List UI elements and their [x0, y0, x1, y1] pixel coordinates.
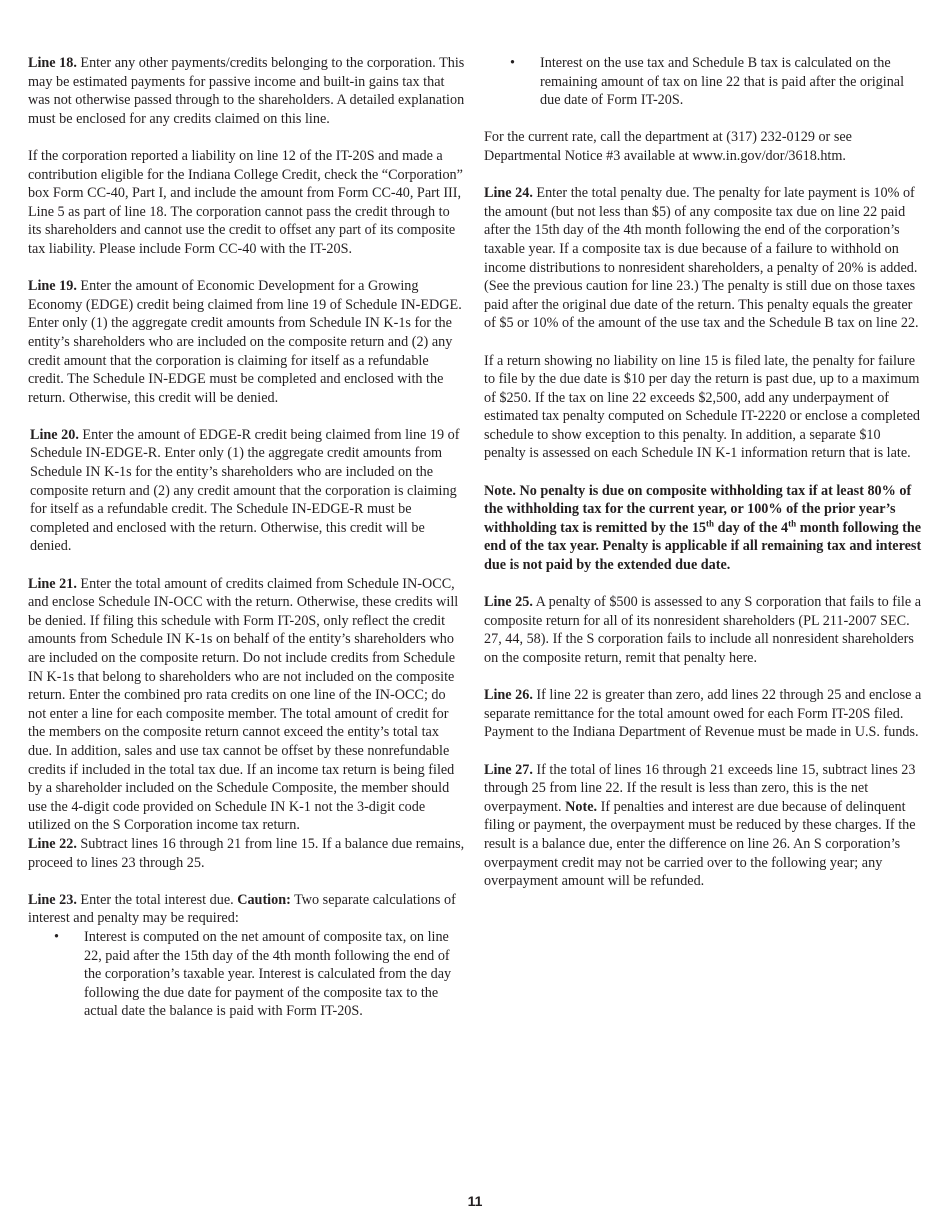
- line-18-paragraph: [28, 54, 466, 128]
- line-21-paragraph: [28, 575, 466, 835]
- line-24-paragraph: [484, 184, 924, 333]
- line-27-text-b: If penalties and interest are due because of delinquent filing or payment, the overpayment must be reduced by these charges. If the result is a balance due, enter the difference on line 26. An S corporation’s overpayment credit may not be carried over to the following year; any overpayment amount will be refunded.: [484, 798, 916, 890]
- line-19-paragraph: [28, 277, 466, 407]
- line-26-text: If line 22 is greater than zero, add lines 22 through 25 and enclose a separate remittance for the total amount owed for each Form IT-20S filed. Payment to the Indiana Department of Revenue must be made in U.S. funds.: [484, 687, 922, 741]
- line-23-label: Line 23.: [28, 891, 77, 908]
- note-text-c: month following the end of the tax year. Penalty is applicable if all remaining tax and interest due is not paid by the extended due date.: [484, 519, 922, 574]
- interest-bullet-list-continued: [484, 54, 924, 110]
- late-return-paragraph: If a return showing no liability on line 15 is filed late, the penalty for failure to file by the due date is $10 per day the return is past due, up to a maximum of $250. If the tax on line 22 exceeds $2,500, add any underpayment of estimated tax penalty computed on Schedule IT-2220 or enclose a completed schedule to show exception to this penalty. In addition, a separate $10 penalty is assessed on each Schedule IN K-1 information return that is late.: [484, 352, 921, 462]
- line-18-text: Enter any other payments/credits belonging to the corporation. This may be estimated payments for passive income and built-in gains tax that was not otherwise passed through to the shareholders. A detailed explanation must be enclosed for any credits claimed on this line.: [28, 55, 465, 127]
- line-22-text: Subtract lines 16 through 21 from line 15. If a balance due remains, proceed to lines 23 through 25.: [28, 835, 465, 871]
- list-item: [484, 54, 924, 110]
- line-20-paragraph: [28, 426, 466, 556]
- page-number: 11: [467, 1193, 483, 1209]
- line-21-label: Line 21.: [28, 575, 77, 592]
- line-27-paragraph: [484, 761, 924, 891]
- line-22-label: Line 22.: [28, 835, 77, 852]
- note-text-b: day of the 4: [714, 519, 789, 536]
- line-21-text: Enter the total amount of credits claimed from Schedule IN-OCC, and enclose Schedule IN-OCC with the return. Otherwise, these credits will be denied. If filing this schedule with Form IT-20S, only reflect the credit amounts from Schedule IN K-1s on behalf of the entity’s shareholders who are included on the composite return. Do not include credits from Schedule IN K-1s that belong to shareholders who are not included on the composite return. Enter the combined pro rata credits on one line of the IN-OCC; do not enter a line for each composite member. The total amount of credit for the members on the composite return cannot exceed the entity’s total tax due. In addition, sales and use tax cannot be offset by these nonrefundable credits if included in the total tax due. If an income tax return is being filed by a shareholder included on the Schedule Composite, the member should use the 4-digit code provided on Schedule IN K-1 not the 3-digit code utilized on the S Corporation income tax return.: [28, 575, 459, 834]
- line-19-text: Enter the amount of Economic Development for a Growing Economy (EDGE) credit being claimed from line 19 of Schedule IN-EDGE. Enter only (1) the aggregate credit amounts from Schedule IN K-1s for the entity’s shareholders who are included on the composite return and (2) any credit amount that the corporation is claiming for itself as a refundable credit. The Schedule IN-EDGE must be completed and enclosed with the return. Otherwise, this credit will be denied.: [28, 278, 462, 406]
- line-24-label: Line 24.: [484, 185, 533, 202]
- current-rate-paragraph: For the current rate, call the department at (317) 232-0129 or see Departmental Notice #3 available at www.in.gov/dor/3618.htm.: [484, 129, 852, 164]
- line-27-note-label: Note.: [565, 798, 598, 815]
- bullet-text-use-tax: Interest on the use tax and Schedule B tax is calculated on the remaining amount of tax on line 22 that is paid after the original due date of Form IT-20S.: [540, 55, 905, 109]
- note-text-a: Note. No penalty is due on composite withholding tax if at least 80% of the withholding tax for the current year, or 100% of the prior year’s withholding tax is remitted by the 15: [484, 482, 912, 536]
- list-item: [28, 928, 466, 1021]
- line-20-label: Line 20.: [30, 426, 79, 443]
- line-23-text-a: Enter the total interest due.: [76, 891, 238, 908]
- line-24-text: Enter the total penalty due. The penalty for late payment is 10% of the amount (but not less than $5) of any composite tax due on line 22 paid after the 15th day of the 4th month following the end of the corporation’s taxable year. If a composite tax is due because of a failure to withhold on income distributions to nonresident shareholders, a penalty of 20% is added. (See the previous caution for line 23.) The penalty is still due on those taxes paid after the original due date of the return. This penalty equals the greater of $5 or 10% of the amount of the use tax and the Schedule B tax on line 22.: [484, 185, 919, 332]
- note-superscript-2: th: [788, 518, 797, 529]
- line-18-label: Line 18.: [28, 55, 77, 71]
- line-26-label: Line 26.: [484, 687, 533, 704]
- line-25-text: A penalty of $500 is assessed to any S corporation that fails to file a composite return for all of its nonresident shareholders (PL 211-2007 SEC. 27, 44, 58). If the S corporation fails to include all nonresident shareholders on the composite return, remit that penalty here.: [484, 594, 921, 666]
- left-column: [28, 54, 466, 1021]
- bullet-icon: •: [54, 928, 59, 945]
- college-credit-paragraph: If the corporation reported a liability on line 12 of the IT-20S and made a contribution eligible for the Indiana College Credit, check the “Corporation” box Form CC-40, Part I, and include the amount from Form CC-40, Part III, Line 5 as part of line 18. The corporation cannot pass the credit through to its shareholders and cannot use the credit to offset any part of its composite tax liability. Please include Form CC-40 with the IT-20S.: [28, 147, 463, 257]
- line-25-paragraph: [484, 593, 924, 667]
- line-27-label: Line 27.: [484, 761, 533, 778]
- line-26-paragraph: [484, 686, 924, 742]
- line-20-text: Enter the amount of EDGE-R credit being claimed from line 19 of Schedule IN-EDGE-R. Enter only (1) the aggregate credit amounts from Schedule IN K-1s for the entity’s shareholders who are included on the composite return and (2) any credit amount that the corporation is claiming for itself as a refundable credit. The Schedule IN-EDGE-R must be completed and enclosed with the return. Otherwise, this credit will be denied.: [30, 426, 460, 555]
- penalty-note-paragraph: [484, 482, 924, 575]
- note-superscript-1: th: [706, 518, 715, 529]
- interest-bullet-list: [28, 928, 466, 1021]
- line-23-caution-label: Caution:: [237, 891, 291, 908]
- line-25-label: Line 25.: [484, 594, 533, 611]
- right-column: [484, 54, 924, 909]
- line-27-text-a: If the total of lines 16 through 21 exceeds line 15, subtract lines 23 through 25 from line 22. If the result is less than zero, this is the net overpayment.: [484, 761, 916, 815]
- line-22-paragraph: [28, 835, 466, 872]
- line-23-text-b: Two separate calculations of interest and penalty may be required:: [28, 891, 456, 927]
- bullet-text-net-composite: Interest is computed on the net amount of composite tax, on line 22, paid after the 15th day of the 4th month following the end of the corporation’s taxable year. Interest is calculated from the day following the due date for payment of the composite tax to the actual date the balance is paid with Form IT-20S.: [84, 928, 452, 1020]
- line-19-label: Line 19.: [28, 278, 77, 295]
- line-23-paragraph: [28, 891, 466, 928]
- bullet-icon: •: [510, 55, 515, 71]
